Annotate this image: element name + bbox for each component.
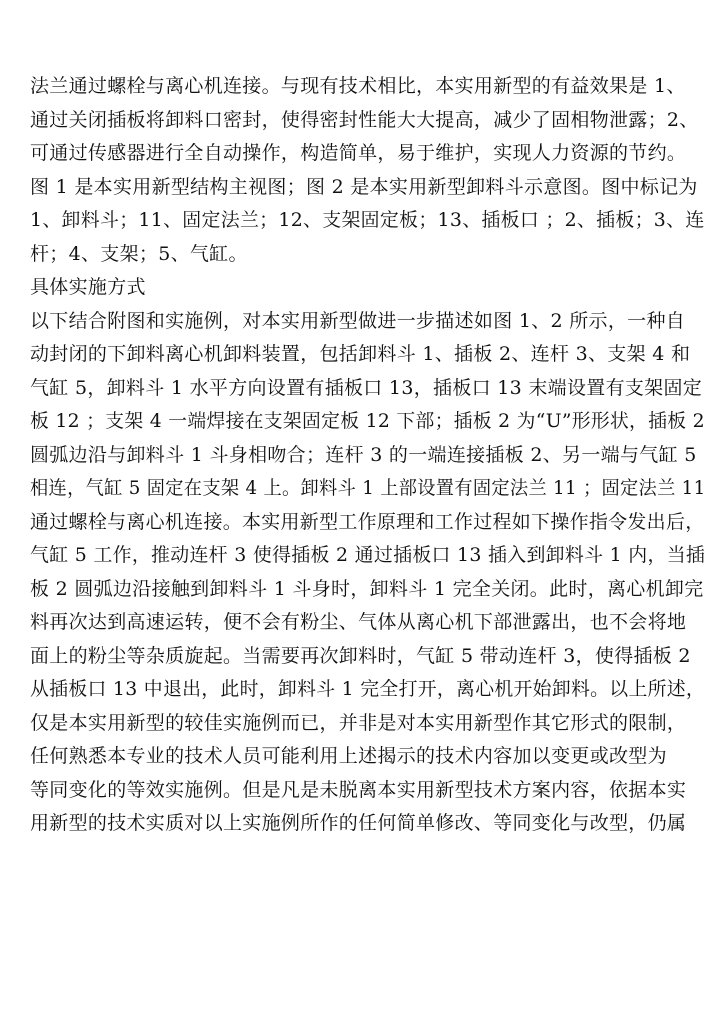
text-line-22: 等同变化的等效实施例。但是凡是未脱离本实用新型技术方案内容，依据本实 (30, 778, 687, 801)
text-line-10: 气缸 5，卸料斗 1 水平方向设置有插板口 13，插板口 13 末端设置有支架固定 (30, 376, 703, 399)
text-line-2: 通过关闭插板将卸料口密封，使得密封性能大大提高，减少了固相物泄露；2、 (30, 108, 699, 131)
text-line-15: 气缸 5 工作，推动连杆 3 使得插板 2 通过插板口 13 插入到卸料斗 1 内，当插 (30, 544, 706, 566)
text-line-11: 板 12 ；支架 4 一端焊接在支架固定板 12 下部；插板 2 为“U”形形状，插板 2 (30, 410, 705, 432)
section-heading: 具体实施方式 (30, 276, 146, 298)
text-line-9: 动封闭的下卸料离心机卸料装置，包括卸料斗 1、插板 2、连杆 3、支架 4 和 (30, 343, 691, 365)
text-line-6: 杆；4、支架；5、气缸。 (30, 242, 248, 265)
text-line-3: 可通过传感器进行全自动操作，构造简单，易于维护，实现人力资源的节约。 (30, 142, 687, 164)
text-line-16: 板 2 圆弧边沿接触到卸料斗 1 斗身时，卸料斗 1 完全关闭。此时，离心机卸完 (30, 577, 704, 600)
text-line-23: 用新型的技术实质对以上实施例所作的任何简单修改、等同变化与改型，仍属 (30, 812, 687, 834)
text-line-21: 任何熟悉本专业的技术人员可能利用上述揭示的技术内容加以变更或改型为 (30, 745, 667, 767)
text-line-12: 圆弧边沿与卸料斗 1 斗身相吻合；连杆 3 的一端连接插板 2、另一端与气缸 5 (30, 443, 697, 466)
text-line-1: 法兰通过螺栓与离心机连接。与现有技术相比，本实用新型的有益效果是 1、 (30, 75, 686, 97)
text-line-13: 相连，气缸 5 固定在支架 4 上。卸料斗 1 上部设置有固定法兰 11 ；固定法兰 11 (30, 477, 706, 499)
text-line-18: 面上的粉尘等杂质旋起。当需要再次卸料时，气缸 5 带动连杆 3，使得插板 2 (30, 644, 691, 667)
text-line-17: 料再次达到高速运转，便不会有粉尘、气体从离心机下部泄露出，也不会将地 (30, 611, 687, 633)
document-body (30, 70, 710, 841)
text-line-19: 从插板口 13 中退出，此时，卸料斗 1 完全打开，离心机开始卸料。以上所述， (30, 678, 706, 700)
text-line-5: 1、卸料斗；11、固定法兰；12、支架固定板；13、插板口 ；2、插板；3、连 (30, 209, 705, 231)
text-line-8: 以下结合附图和实施例，对本实用新型做进一步描述如图 1、2 所示，一种自 (30, 309, 686, 332)
text-line-14: 通过螺栓与离心机连接。本实用新型工作原理和工作过程如下操作指令发出后， (30, 510, 705, 533)
text-line-20: 仅是本实用新型的较佳实施例而已，并非是对本实用新型作其它形式的限制， (30, 711, 687, 734)
text-line-4: 图 1 是本实用新型结构主视图；图 2 是本实用新型卸料斗示意图。图中标记为 (30, 175, 698, 198)
